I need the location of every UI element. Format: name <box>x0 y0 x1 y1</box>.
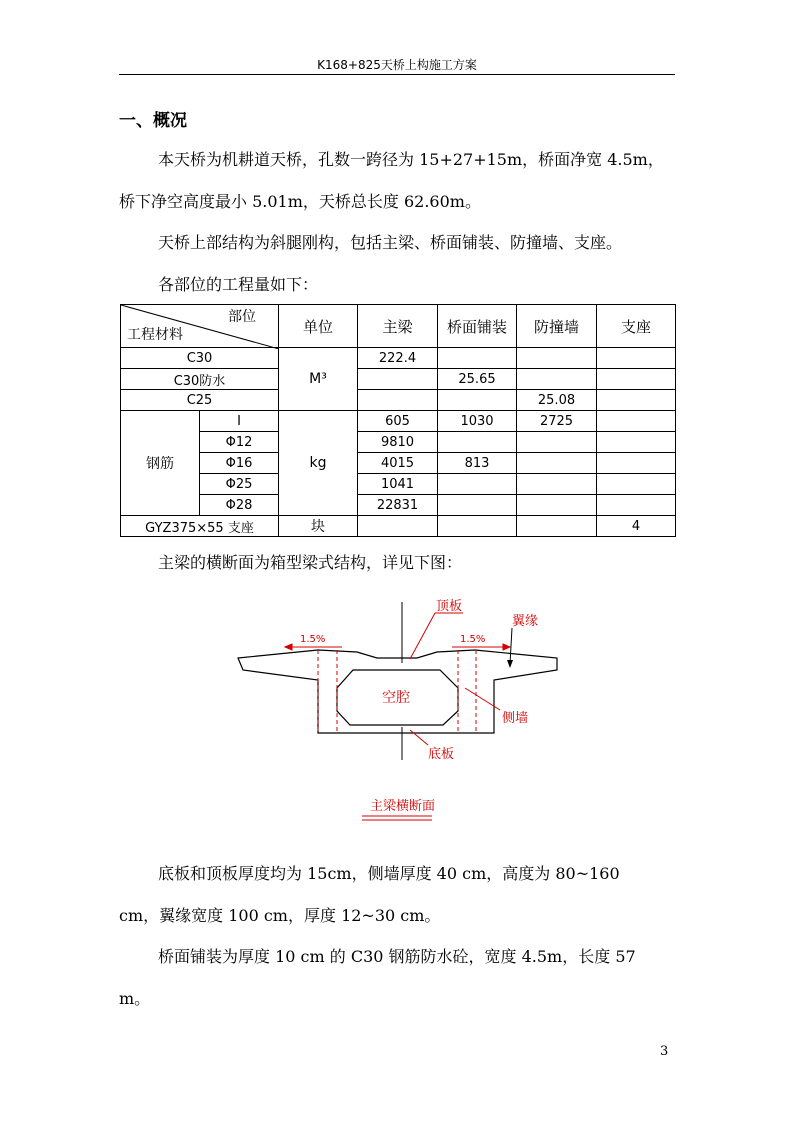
table-cell: 4 <box>597 516 676 537</box>
leader-bottom-plate <box>410 730 428 745</box>
table-row <box>121 474 676 495</box>
paragraph-line: 天桥上部结构为斜腿刚构，包括主梁、桥面铺装、防撞墙、支座。 <box>158 233 623 252</box>
paragraph-line: 桥下净空高度最小 5.01m，天桥总长度 62.60m。 <box>119 192 481 211</box>
label-side-wall: 侧墙 <box>502 711 529 726</box>
table-cell: 222.4 <box>358 348 438 369</box>
table-cell <box>438 516 517 537</box>
table-cell: 25.08 <box>517 390 597 411</box>
paragraph-line: 本天桥为机耕道天桥，孔数一跨径为 15+27+15m，桥面净宽 4.5m， <box>158 150 664 169</box>
table-cell: 1041 <box>358 474 438 495</box>
paragraph-line: 各部位的工程量如下： <box>158 275 319 294</box>
quantity-table <box>120 304 676 537</box>
table-cell <box>597 348 676 369</box>
table-cell <box>597 474 676 495</box>
material-cell: GYZ375×55 支座 <box>121 516 279 537</box>
unit-cell: kg <box>279 411 358 516</box>
paragraph-line: m。 <box>119 989 151 1008</box>
table-cell: 2725 <box>517 411 597 432</box>
page-header-title: K168+825天桥上构施工方案 <box>317 58 477 72</box>
grade-cell: Φ12 <box>200 432 279 453</box>
table-cell <box>597 453 676 474</box>
table-cell <box>597 390 676 411</box>
corner-label-material: 工程材料 <box>127 327 183 343</box>
paragraph-line: 底板和顶板厚度均为 15cm，侧墙厚度 40 cm，高度为 80~160 <box>158 864 620 883</box>
grade-cell: Ⅰ <box>200 411 279 432</box>
table-row <box>121 432 676 453</box>
main-beam-cross-section-figure <box>230 590 570 830</box>
table-cell: 9810 <box>358 432 438 453</box>
paragraph-line: cm，翼缘宽度 100 cm，厚度 12~30 cm。 <box>119 906 441 925</box>
table-cell <box>517 432 597 453</box>
corner-label-position: 部位 <box>228 309 256 325</box>
header-rule <box>119 74 675 75</box>
unit-cell: M³ <box>279 348 358 411</box>
table-cell: 1030 <box>438 411 517 432</box>
table-cell <box>438 348 517 369</box>
table-cell <box>517 516 597 537</box>
table-row <box>121 390 676 411</box>
material-cell: C30 <box>121 348 279 369</box>
table-row <box>121 369 676 390</box>
table-row <box>121 495 676 516</box>
table-cell <box>438 495 517 516</box>
table-cell <box>358 390 438 411</box>
table-corner-cell <box>121 305 279 348</box>
grade-cell: Φ16 <box>200 453 279 474</box>
label-flange: 翼缘 <box>512 614 539 629</box>
column-header: 防撞墙 <box>517 305 597 348</box>
steel-group-cell: 钢筋 <box>121 411 200 516</box>
slope-label-right: 1.5% <box>460 634 486 645</box>
page-number: 3 <box>660 1044 669 1059</box>
material-cell: C25 <box>121 390 279 411</box>
table-cell <box>438 432 517 453</box>
grade-cell: Φ25 <box>200 474 279 495</box>
table-row <box>121 411 676 432</box>
table-cell <box>358 516 438 537</box>
table-cell: 25.65 <box>438 369 517 390</box>
table-row <box>121 453 676 474</box>
label-bottom-plate: 底板 <box>428 747 455 762</box>
table-cell <box>438 390 517 411</box>
table-row <box>121 348 676 369</box>
column-header: 桥面铺装 <box>438 305 517 348</box>
table-cell: 22831 <box>358 495 438 516</box>
table-cell <box>517 453 597 474</box>
table-cell: 4015 <box>358 453 438 474</box>
table-cell: 813 <box>438 453 517 474</box>
column-header: 主梁 <box>358 305 438 348</box>
table-cell <box>597 432 676 453</box>
slope-label-left: 1.5% <box>300 634 326 645</box>
label-cavity: 空腔 <box>382 690 410 706</box>
table-cell: 605 <box>358 411 438 432</box>
table-cell <box>517 474 597 495</box>
table-cell <box>517 495 597 516</box>
table-cell <box>517 348 597 369</box>
paragraph-line: 桥面铺装为厚度 10 cm 的 C30 钢筋防水砼，宽度 4.5m，长度 57 <box>158 947 636 966</box>
leader-flange-arrow <box>507 660 513 668</box>
table-cell <box>358 369 438 390</box>
grade-cell: Φ28 <box>200 495 279 516</box>
table-cell <box>597 411 676 432</box>
column-header: 单位 <box>279 305 358 348</box>
material-cell: C30防水 <box>121 369 279 390</box>
figure-caption: 主梁横断面 <box>370 799 436 814</box>
leader-flange <box>510 628 512 664</box>
table-cell <box>438 474 517 495</box>
unit-cell: 块 <box>279 516 358 537</box>
section-heading: 一、概况 <box>119 111 187 131</box>
table-cell <box>597 495 676 516</box>
label-top-plate: 顶板 <box>436 599 463 614</box>
paragraph-line: 主梁的横断面为箱型梁式结构，详见下图： <box>158 553 463 572</box>
leader-side-wall <box>465 688 500 710</box>
table-row <box>121 516 676 537</box>
column-header: 支座 <box>597 305 676 348</box>
leader-top-plate <box>410 613 435 659</box>
table-cell <box>517 369 597 390</box>
table-cell <box>597 369 676 390</box>
